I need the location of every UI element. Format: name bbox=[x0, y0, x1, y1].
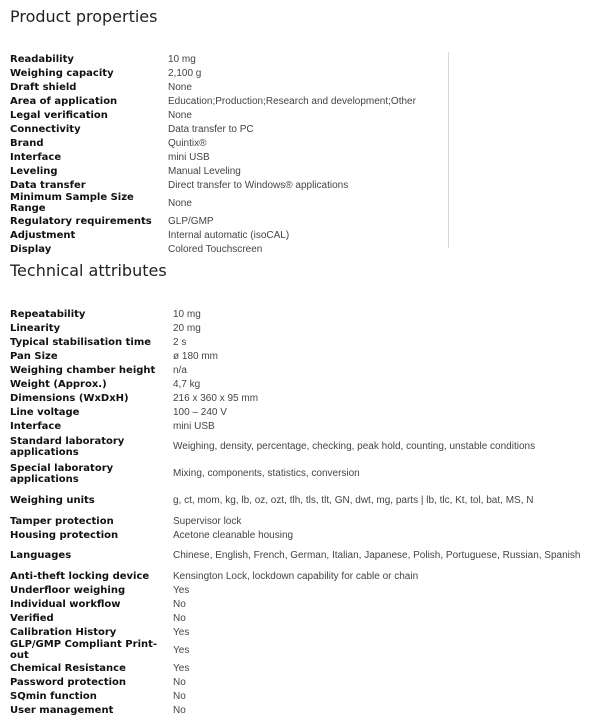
property-value: Quintix® bbox=[168, 137, 207, 149]
table-row bbox=[10, 52, 450, 66]
attribute-value: Yes bbox=[173, 626, 190, 638]
property-value: GLP/GMP bbox=[168, 215, 214, 227]
table-row bbox=[10, 164, 450, 178]
table-row bbox=[10, 108, 450, 122]
attribute-value: g, ct, mom, kg, lb, oz, ozt, tlh, tls, tlt, GN, dwt, mg, parts | lb, tlc, Kt, tol, bat, MS, N bbox=[173, 495, 534, 506]
property-label: Area of application bbox=[10, 95, 118, 107]
table-row bbox=[10, 661, 602, 675]
attribute-value: Yes bbox=[173, 644, 190, 656]
attribute-value: Mixing, components, statistics, conversion bbox=[173, 468, 360, 479]
attribute-value: No bbox=[173, 676, 186, 688]
table-row bbox=[10, 419, 602, 433]
property-value: Data transfer to PC bbox=[168, 123, 254, 135]
property-value: Education;Production;Research and development;Other bbox=[168, 95, 416, 107]
property-value: Direct transfer to Windows® applications bbox=[168, 179, 349, 191]
table-row bbox=[10, 66, 450, 80]
property-value: None bbox=[168, 197, 192, 209]
attribute-value: No bbox=[173, 704, 186, 716]
property-label: Readability bbox=[10, 53, 74, 65]
table-row bbox=[10, 321, 602, 335]
attribute-label: Special laboratory applications bbox=[10, 462, 114, 485]
table-row bbox=[10, 242, 450, 256]
technical-attributes-table bbox=[10, 307, 602, 717]
attribute-label: Password protection bbox=[10, 676, 127, 688]
property-label: Regulatory requirements bbox=[10, 215, 152, 227]
attribute-value: 10 mg bbox=[173, 308, 201, 320]
table-row bbox=[10, 625, 602, 639]
attribute-label: Languages bbox=[10, 550, 72, 561]
property-label: Weighing capacity bbox=[10, 67, 114, 79]
property-label: Leveling bbox=[10, 165, 58, 177]
attribute-label: Individual workflow bbox=[10, 598, 121, 610]
technical-attributes-title: Technical attributes bbox=[10, 261, 167, 280]
table-row bbox=[10, 514, 602, 528]
table-row bbox=[10, 94, 450, 108]
table-row bbox=[10, 611, 602, 625]
attribute-label: Anti-theft locking device bbox=[10, 570, 150, 582]
attribute-value: No bbox=[173, 690, 186, 702]
property-value: 10 mg bbox=[168, 53, 196, 65]
property-value: mini USB bbox=[168, 151, 210, 163]
attribute-label: Weighing units bbox=[10, 495, 95, 506]
attribute-value: n/a bbox=[173, 364, 187, 376]
attribute-label: Chemical Resistance bbox=[10, 662, 126, 674]
table-row bbox=[10, 363, 602, 377]
table-row bbox=[10, 542, 602, 569]
product-properties-table bbox=[10, 52, 450, 256]
table-row bbox=[10, 122, 450, 136]
attribute-value: mini USB bbox=[173, 420, 215, 432]
table-row bbox=[10, 150, 450, 164]
table-row bbox=[10, 460, 602, 487]
attribute-label: User management bbox=[10, 704, 114, 716]
property-label: Brand bbox=[10, 137, 44, 149]
property-value: Colored Touchscreen bbox=[168, 243, 263, 255]
attribute-label: Pan Size bbox=[10, 350, 58, 362]
table-row bbox=[10, 703, 602, 717]
attribute-label: Typical stabilisation time bbox=[10, 336, 152, 348]
attribute-label: Dimensions (WxDxH) bbox=[10, 392, 129, 404]
table-row bbox=[10, 639, 602, 661]
attribute-label: Weighing chamber height bbox=[10, 364, 156, 376]
table-row bbox=[10, 569, 602, 583]
table-row bbox=[10, 178, 450, 192]
attribute-label: Repeatability bbox=[10, 308, 86, 320]
property-value: None bbox=[168, 81, 192, 93]
table-row bbox=[10, 391, 602, 405]
table-row bbox=[10, 583, 602, 597]
attribute-value: 216 x 360 x 95 mm bbox=[173, 392, 259, 404]
property-label: Minimum Sample Size Range bbox=[10, 192, 134, 214]
table-row bbox=[10, 192, 450, 214]
attribute-label: Housing protection bbox=[10, 529, 119, 541]
attribute-value: Acetone cleanable housing bbox=[173, 529, 294, 541]
table-row bbox=[10, 597, 602, 611]
table-row bbox=[10, 405, 602, 419]
attribute-value: 4,7 kg bbox=[173, 378, 201, 390]
table-row bbox=[10, 214, 450, 228]
attribute-label: Verified bbox=[10, 612, 54, 624]
table-row bbox=[10, 377, 602, 391]
attribute-value: ø 180 mm bbox=[173, 350, 219, 362]
attribute-value: 20 mg bbox=[173, 322, 201, 334]
table-row bbox=[10, 433, 602, 460]
table-row bbox=[10, 136, 450, 150]
table-row bbox=[10, 80, 450, 94]
table-row bbox=[10, 487, 602, 514]
attribute-value: Yes bbox=[173, 584, 190, 596]
property-label: Legal verification bbox=[10, 109, 108, 121]
table-row bbox=[10, 228, 450, 242]
attribute-value: Chinese, English, French, German, Italian, Japanese, Polish, Portuguese, Russian, Spanish bbox=[173, 550, 581, 561]
attribute-value: No bbox=[173, 612, 186, 624]
product-properties-title: Product properties bbox=[10, 7, 158, 26]
attribute-value: 100 – 240 V bbox=[173, 406, 227, 418]
attribute-label: Line voltage bbox=[10, 406, 80, 418]
table-row bbox=[10, 675, 602, 689]
attribute-label: Interface bbox=[10, 420, 62, 432]
attribute-label: GLP/GMP Compliant Print-out bbox=[10, 639, 158, 661]
attribute-value: Weighing, density, percentage, checking, peak hold, counting, unstable conditions bbox=[173, 441, 536, 452]
attribute-label: Standard laboratory applications bbox=[10, 435, 125, 458]
property-label: Data transfer bbox=[10, 179, 86, 191]
property-label: Connectivity bbox=[10, 123, 81, 135]
attribute-value: 2 s bbox=[173, 336, 187, 348]
attribute-value: Yes bbox=[173, 662, 190, 674]
attribute-value: Supervisor lock bbox=[173, 515, 242, 527]
table-row bbox=[10, 349, 602, 363]
table-row bbox=[10, 689, 602, 703]
property-label: Display bbox=[10, 243, 52, 255]
property-value: 2,100 g bbox=[168, 67, 202, 79]
attribute-label: Underfloor weighing bbox=[10, 584, 126, 596]
table-row bbox=[10, 307, 602, 321]
property-label: Interface bbox=[10, 151, 62, 163]
property-value: None bbox=[168, 109, 192, 121]
attribute-label: Linearity bbox=[10, 322, 61, 334]
property-label: Adjustment bbox=[10, 229, 76, 241]
attribute-value: Kensington Lock, lockdown capability for cable or chain bbox=[173, 570, 419, 582]
property-value: Manual Leveling bbox=[168, 165, 241, 177]
table-divider bbox=[448, 52, 449, 248]
attribute-label: SQmin function bbox=[10, 690, 97, 702]
attribute-label: Weight (Approx.) bbox=[10, 378, 107, 390]
attribute-value: No bbox=[173, 598, 186, 610]
property-label: Draft shield bbox=[10, 81, 77, 93]
attribute-label: Tamper protection bbox=[10, 515, 114, 527]
attribute-label: Calibration History bbox=[10, 626, 117, 638]
table-row bbox=[10, 335, 602, 349]
property-value: Internal automatic (isoCAL) bbox=[168, 229, 290, 241]
table-row bbox=[10, 528, 602, 542]
